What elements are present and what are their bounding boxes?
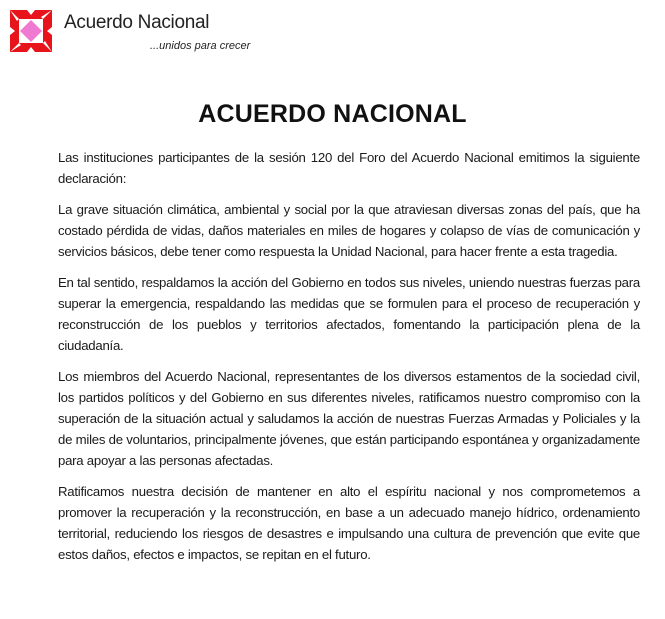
paragraph-situation: La grave situación climática, ambiental y social por la que atraviesan diversas zonas del país, que ha costado pérdida de vidas, daños materiales en miles de hogares y colapso de vías de comunicación y servicios básicos, debe tener como respuesta la Unidad Nacional, para hacer frente a esta tragedia. — [58, 202, 640, 259]
letterhead — [10, 10, 270, 54]
document-body — [58, 147, 640, 575]
document-title: ACUERDO NACIONAL — [198, 100, 467, 128]
organization-name: Acuerdo Nacional — [64, 12, 210, 33]
organization-tagline: ...unidos para crecer — [150, 40, 251, 52]
paragraph-intro: Las instituciones participantes de la sesión 120 del Foro del Acuerdo Nacional emitimos la siguiente declaración: — [58, 150, 640, 186]
paragraph-support-government: En tal sentido, respaldamos la acción del Gobierno en todos sus niveles, uniendo nuestras fuerzas para superar la emergencia, respaldando las medidas que se formulen para el proceso de recuperación y reconstrucción de los pueblos y territorios afectados, fomentando la participación plena de la ciudadanía. — [58, 275, 640, 353]
paragraph-reconstruction: Ratificamos nuestra decisión de mantener en alto el espíritu nacional y nos comprometemos a promover la recuperación y la reconstrucción, en base a un adecuado manejo hídrico, ordenamiento territorial, reduciendo los riesgos de desastres e impulsando una cultura de prevención que evite que estos daños, efectos e impactos, se repitan en el futuro. — [58, 484, 640, 562]
acuerdo-nacional-logo-icon — [10, 10, 52, 52]
paragraph-commitment: Los miembros del Acuerdo Nacional, representantes de los diversos estamentos de la sociedad civil, los partidos políticos y del Gobierno en sus diferentes niveles, ratificamos nuestro compromiso con la superación de la situación actual y saludamos la acción de nuestras Fuerzas Armadas y Policiales y la de miles de voluntarios, principalmente jóvenes, que están participando espontánea y organizadamente para apoyar a las personas afectadas. — [58, 369, 640, 468]
